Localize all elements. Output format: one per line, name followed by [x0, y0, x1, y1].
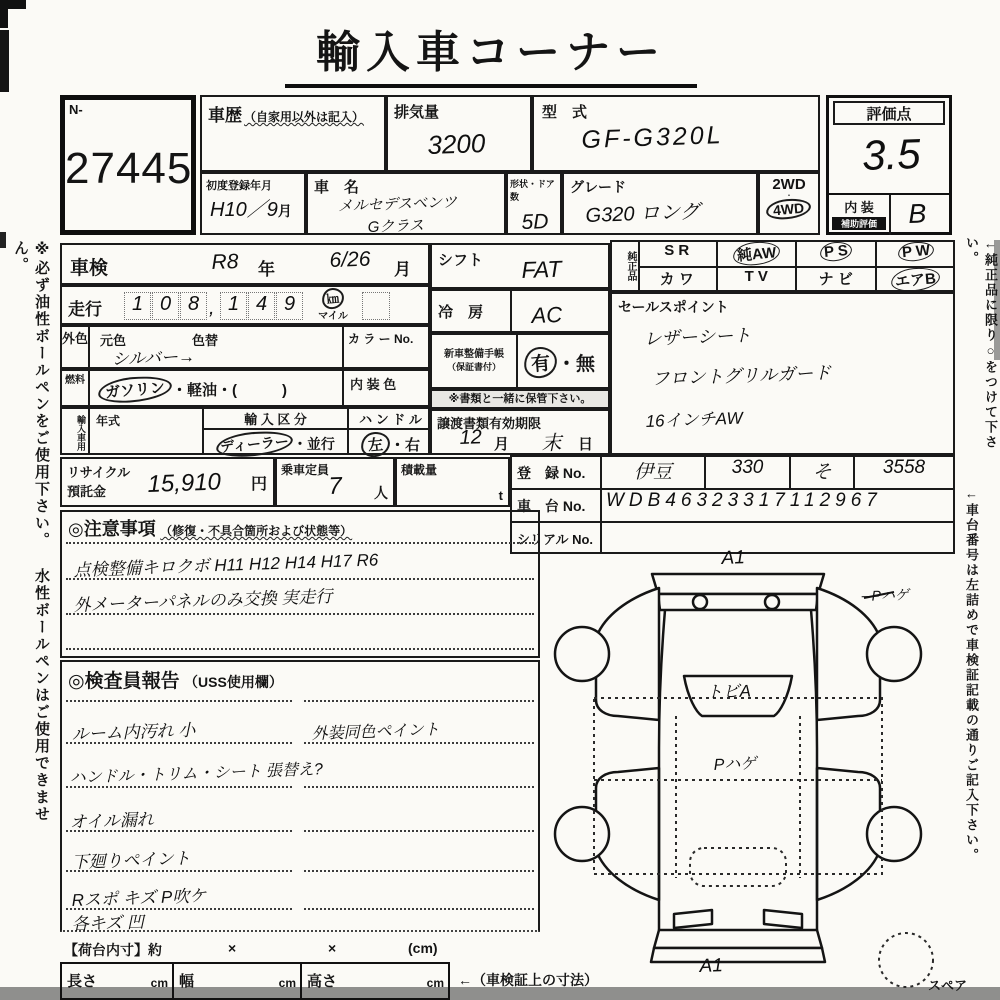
cargo-label: 【荷台内寸】約	[64, 942, 162, 958]
mileage-label: 走行	[68, 300, 102, 319]
fuel-rest: ・軽油・( )	[172, 382, 288, 399]
scan-artifact	[0, 0, 8, 28]
capacity-label: 乗車定員	[281, 463, 330, 477]
report-left-3: オイル漏れ	[69, 810, 155, 833]
capacity-value: 7	[328, 472, 343, 501]
service-book-label: 新車整備手帳	[444, 349, 504, 360]
mileage-comma: ,	[209, 297, 215, 319]
diagram-mark-front: A1	[721, 547, 746, 570]
keep-with-docs-note: ※書類と一緒に保管下さい。	[430, 389, 610, 409]
first-registration-label: 初度登録年月	[206, 180, 272, 192]
displacement-value: 3200	[426, 128, 486, 161]
model-code-label: 型 式	[542, 104, 588, 121]
right-margin-note-oem: ←純正品に限り○をつけて下さい。	[964, 236, 998, 450]
sales-point-line: レザーシート	[643, 325, 752, 350]
recycle-unit: 円	[250, 476, 267, 493]
caution-subtitle: （修復・不具合箇所および状態等）	[160, 524, 353, 538]
history-label: 車歴	[208, 106, 242, 125]
capacity-unit: 人	[374, 485, 388, 501]
option-navi: ナ ビ	[797, 268, 877, 292]
mileage-digit: 4	[255, 293, 268, 315]
ac-label: 冷 房	[438, 304, 484, 321]
inspector-report-box	[60, 660, 540, 935]
width-unit: cm	[278, 976, 296, 990]
caution-divider	[66, 542, 534, 544]
shift-label: シフト	[438, 252, 484, 269]
recycle-fee-box	[60, 457, 275, 507]
scan-artifact	[0, 232, 6, 248]
diagram-mark-windshield: トビA	[705, 681, 752, 703]
option-leather: カ ワ	[638, 268, 718, 292]
lot-number: 27445	[65, 144, 193, 193]
history-note: （自家用以外は記入）	[244, 110, 365, 124]
width-cell	[174, 964, 302, 998]
history-box	[200, 95, 386, 172]
dims-table	[60, 962, 450, 1000]
shift-row	[430, 243, 610, 289]
option-tv: T V	[718, 268, 798, 292]
sales-points-label: セールスポイント	[618, 299, 729, 315]
doors-value: 5D	[521, 210, 549, 235]
report-line	[304, 908, 534, 910]
height-label: 高さ	[307, 973, 338, 990]
mileage-digit: 9	[283, 293, 296, 315]
warranty-label: （保証書付）	[446, 362, 501, 372]
service-book-row	[430, 333, 610, 389]
report-line	[304, 830, 534, 832]
interior-color-label: 内 装 色	[350, 377, 397, 392]
report-line	[304, 721, 534, 744]
first-registration-value: H10／9	[210, 199, 278, 221]
report-line	[66, 810, 292, 833]
mileage-row	[60, 285, 430, 325]
month-suffix: 月	[277, 203, 292, 219]
car-name-line2: Gクラス	[367, 217, 425, 237]
caution-line-1: 点検整備キロクボ H11 H12 H14 H17 R6	[73, 550, 379, 581]
registration-kana: そ	[791, 457, 855, 488]
doors-box	[506, 172, 562, 235]
cargo-x2: ×	[328, 940, 337, 956]
fuel-label: 燃料	[62, 371, 90, 407]
aux-grade-label: 補助評価	[832, 217, 886, 230]
service-book-yes: 有	[523, 346, 559, 380]
drivetrain-box	[758, 172, 820, 235]
model-year-label: 年式	[96, 414, 121, 428]
mileage-empty-cell	[362, 292, 390, 320]
handle-left: 左	[360, 431, 391, 458]
left-margin-note: ※必ず油性ボールペンをご使用下さい。 水性ボールペンはご使用できません。	[12, 240, 50, 823]
service-book-no: 無	[576, 354, 596, 375]
mileage-digit: 1	[131, 293, 144, 315]
transfer-day-value: 末	[541, 432, 562, 456]
import-row	[60, 407, 430, 455]
fuel-gasoline: ガソリン	[97, 374, 173, 405]
chassis-no-value: WDB46323317112967	[606, 490, 882, 511]
cargo-x1: ×	[228, 940, 237, 956]
color-row	[60, 325, 430, 369]
handle-right: 右	[405, 437, 421, 454]
chassis-no-label: 車 台 No.	[512, 490, 602, 521]
doors-label: 形状・ドア数	[510, 179, 555, 202]
first-registration-box	[200, 172, 306, 235]
registration-no-label: 登 録 No.	[512, 457, 602, 488]
transfer-day: 日	[578, 436, 594, 453]
option-pw: P W	[877, 242, 955, 266]
load-label: 積載量	[401, 463, 438, 477]
score-label: 評価点	[833, 101, 945, 125]
oem-options-grid	[610, 240, 955, 292]
lot-n-label: N-	[69, 102, 83, 117]
report-right-1: 外装同色ペイント	[311, 721, 440, 744]
handle-dot: ・	[389, 437, 405, 454]
height-unit: cm	[426, 976, 444, 990]
spare-tire-label: スペア	[928, 978, 968, 993]
transfer-month: 月	[494, 436, 510, 453]
caution-box	[60, 510, 540, 658]
report-left-6: 各キズ 凹	[71, 912, 145, 935]
report-line	[304, 786, 534, 788]
shaken-year-suffix: 年	[258, 260, 275, 279]
report-line	[66, 720, 292, 745]
interior-grade-value: B	[907, 198, 927, 230]
inspector-subtitle: （USS使用欄）	[184, 674, 283, 690]
registration-row	[512, 457, 953, 490]
unit-km: ㎞	[321, 287, 345, 310]
shift-value: FAT	[521, 255, 562, 284]
grade-box	[562, 172, 758, 235]
report-left-1: ルーム内汚れ 小	[71, 720, 196, 745]
caution-writing-line	[66, 648, 534, 650]
car-name-line1: メルセデスベンツ	[337, 193, 458, 216]
report-line	[66, 848, 292, 873]
registration-table	[510, 455, 955, 554]
cargo-cm: (cm)	[408, 940, 438, 956]
caution-line-2: 外メーターパネルのみ交換 実走行	[73, 586, 333, 616]
chassis-row	[512, 490, 953, 523]
interior-label: 内 装	[844, 200, 874, 215]
report-divider	[304, 700, 534, 702]
page-title: 輸入車コーナー	[285, 16, 697, 88]
sales-point-line: 16インチAW	[645, 408, 743, 432]
import-dealer: ディーラー	[215, 429, 294, 460]
model-code-value: GF-G320L	[580, 121, 724, 155]
exterior-color-label: 外色	[62, 327, 90, 369]
oem-label: 純正品	[612, 242, 640, 290]
report-line	[304, 870, 534, 872]
drive-2wd: 2WD	[772, 176, 806, 193]
model-code-box	[532, 95, 820, 172]
shaken-label: 車検	[70, 258, 109, 279]
original-color-label: 元色	[100, 333, 127, 348]
shaken-month-suffix: 月	[394, 260, 411, 279]
drive-4wd: 4WD	[766, 197, 813, 221]
drive-dot: ・	[785, 191, 793, 200]
import-class-label: 輸 入 区 分	[204, 409, 347, 430]
sales-points-box	[610, 292, 955, 455]
interior-grade-box	[829, 193, 951, 235]
width-label: 幅	[179, 973, 195, 990]
fuel-row	[60, 369, 430, 407]
service-book-dot: ・	[557, 354, 577, 375]
caution-writing-line	[66, 550, 534, 581]
displacement-box	[386, 95, 532, 172]
color-no-label: カ ラ ー No.	[348, 332, 414, 346]
mileage-digit: 0	[159, 293, 172, 315]
load-unit: t	[498, 488, 503, 503]
lot-box	[60, 95, 196, 235]
serial-no-label: シリアル No.	[512, 523, 602, 554]
option-airbag: エアB	[877, 268, 955, 292]
ac-value: AC	[531, 301, 563, 329]
option-sr: S R	[638, 242, 718, 266]
grade-label: グレード	[570, 179, 626, 195]
report-left-4: 下廻りペイント	[71, 848, 191, 873]
grade-value: G320 ロング	[585, 201, 700, 228]
capacity-box	[275, 457, 395, 507]
load-box	[395, 457, 510, 507]
caution-title: ◎注意事項	[68, 519, 156, 539]
transfer-docs-label: 譲渡書類有効期限	[437, 416, 542, 431]
diagram-mark-roof: Pハゲ	[713, 755, 757, 775]
right-margin-note-chassis: ←車台番号は左詰めで車検証記載の通りご記入下さい。	[964, 486, 979, 863]
shaken-month-value: 6/26	[329, 247, 371, 273]
mileage-digit: 1	[227, 293, 240, 315]
import-use-label: 輸入車用	[62, 409, 90, 455]
handle-label: ハ ン ド ル	[349, 409, 432, 430]
length-label: 長さ	[67, 973, 98, 990]
report-left-5: Rスポ キズ P吹ケ	[71, 886, 207, 911]
length-cell	[62, 964, 174, 998]
report-left-2: ハンドル・トリム・シート 張替え?	[69, 761, 324, 788]
shaken-row	[60, 243, 430, 285]
recycle-value: 15,910	[147, 468, 222, 499]
registration-class: 330	[706, 457, 791, 488]
ac-row	[430, 289, 610, 333]
height-cell	[302, 964, 448, 998]
score-value: 3.5	[861, 129, 922, 180]
option-ps: P S	[797, 242, 877, 266]
shaken-dims-note: ←（車検証上の寸法）	[458, 972, 598, 988]
report-line	[66, 761, 324, 788]
diagram-mark-rear: A1	[699, 955, 724, 978]
inspector-title: ◎検査員報告	[68, 671, 180, 692]
shaken-year-value: R8	[211, 250, 239, 275]
recycle-label2: 預託金	[67, 484, 107, 499]
scan-artifact	[0, 30, 9, 92]
color-value: シルバー→	[111, 347, 196, 370]
registration-number: 3558	[882, 457, 926, 478]
sales-point-line: フロントグリルガード	[651, 362, 832, 390]
registration-area: 伊豆	[602, 457, 706, 488]
diagram-mark-mirror: ─Pハゲ	[861, 586, 910, 605]
transfer-month-value: 12	[459, 426, 483, 450]
caution-writing-line	[66, 586, 534, 616]
score-box	[826, 95, 952, 235]
displacement-label: 排気量	[394, 104, 440, 121]
car-name-label: 車 名	[314, 179, 360, 196]
recycle-label1: リサイクル	[67, 465, 131, 480]
unit-mile: マイル	[318, 311, 348, 322]
report-divider	[66, 700, 292, 702]
color-change-label: 色替	[192, 333, 219, 348]
option-oem-aw: 純AW	[718, 242, 798, 266]
car-name-box	[306, 172, 506, 235]
transfer-docs-row	[430, 409, 610, 455]
import-parallel: ・並行	[292, 436, 335, 452]
mileage-digit: 8	[187, 293, 200, 315]
length-unit: cm	[150, 976, 168, 990]
cargo-dims-line	[60, 938, 540, 962]
